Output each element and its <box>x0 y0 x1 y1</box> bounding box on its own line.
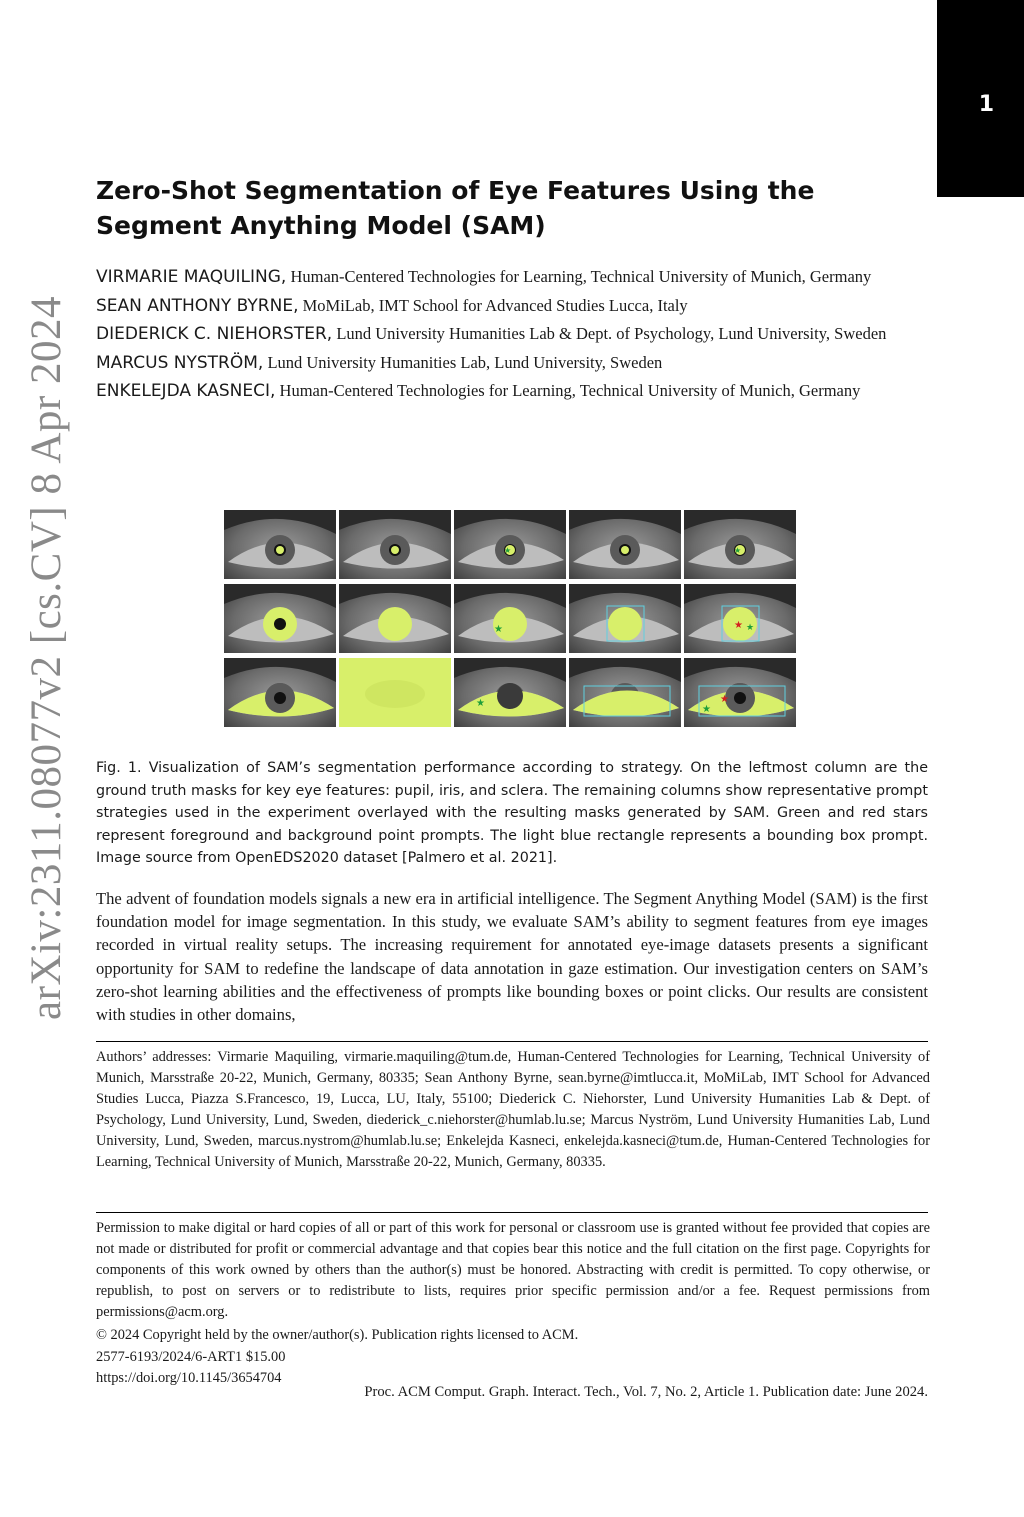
svg-text:★: ★ <box>476 698 485 709</box>
svg-text:★: ★ <box>734 620 743 631</box>
svg-text:★: ★ <box>720 694 729 705</box>
eye-panel <box>339 584 451 653</box>
page-number: 1 <box>978 92 994 117</box>
eye-panel <box>569 584 681 653</box>
eye-panel <box>684 510 796 579</box>
eye-panel <box>569 510 681 579</box>
copyright-line: © 2024 Copyright held by the owner/author(s). Publication rights licensed to ACM. <box>96 1327 579 1343</box>
svg-text:★: ★ <box>702 704 711 715</box>
svg-text:★: ★ <box>494 624 503 635</box>
eye-panel <box>454 584 566 653</box>
permission-divider <box>96 1212 928 1213</box>
eye-panel <box>224 510 336 579</box>
svg-text:★: ★ <box>504 546 512 555</box>
author-affiliation: Lund University Humanities Lab & Dept. of Psychology, Lund University, Sweden <box>336 324 887 343</box>
author-affiliation: Human-Centered Technologies for Learning, Technical University of Munich, Germany <box>290 267 872 286</box>
eye-panel <box>569 658 681 727</box>
eye-panel <box>684 584 796 653</box>
doi-link[interactable]: https://doi.org/10.1145/3654704 <box>96 1370 282 1386</box>
author-entry <box>96 320 936 349</box>
author-list <box>96 263 936 406</box>
author-affiliation: MoMiLab, IMT School for Advanced Studies Lucca, Italy <box>302 295 688 315</box>
author-affiliation: Lund University Humanities Lab, Lund University, Sweden <box>267 352 663 372</box>
eye-panel <box>454 510 566 579</box>
footnote-divider <box>96 1041 928 1042</box>
svg-text:★: ★ <box>746 622 755 632</box>
eye-panel <box>339 658 451 727</box>
svg-text:★: ★ <box>734 546 742 555</box>
eye-image-grid <box>224 510 797 727</box>
author-name: VIRMARIE MAQUILING, <box>96 267 287 287</box>
author-entry <box>96 292 936 321</box>
issn-line: 2577-6193/2024/6-ART1 $15.00 <box>96 1348 286 1365</box>
author-name: DIEDERICK C. NIEHORSTER, <box>96 324 333 344</box>
figure-eye-segmentation <box>224 510 797 727</box>
author-name: ENKELEJDA KASNECI, <box>96 381 276 401</box>
publication-meta <box>96 1325 578 1390</box>
arxiv-stamp: arXiv:2311.08077v2 [cs.CV] 8 Apr 2024 <box>23 296 70 1020</box>
eye-panel <box>339 510 451 579</box>
paper-title: Zero-Shot Segmentation of Eye Features Using the Segment Anything Model (SAM) <box>96 176 815 240</box>
page-number-badge <box>937 0 1024 197</box>
author-name: SEAN ANTHONY BYRNE, <box>96 295 299 316</box>
figure-caption: Fig. 1. Visualization of SAM’s segmentation performance according to strategy. On the leftmost column are the ground truth masks for key eye features: pupil, iris, and sclera. The remaining columns show representative prompt strategies used in the experiment overlayed with the resulting masks generated by SAM. Green and red stars represent foreground and background point prompts. The light blue rectangle represents a bounding box prompt. Image source from OpenEDS2020 dataset [Palmero et al. 2021]. <box>96 760 928 866</box>
authors-addresses: Authors’ addresses: Virmarie Maquiling, virmarie.maquiling@tum.de, Human-Centered Technologies for Learning, Technical University of Munich, Marsstraße 20-22, Munich, Germany, 80335; Sean Anthony Byrne, sean.byrne@imtlucca.it, MoMiLab, IMT School for Advanced Studies Lucca, Piazza S.Francesco, 19, Lucca, LU, Italy, 55100; Diederick C. Niehorster, Lund University Humanities Lab & Dept. of Psychology, Lund University, Lund, Sweden, diederick_c.niehorster@humlab.lu.se; Marcus Nyström, Lund University Humanities Lab, Lund University, Lund, Sweden, marcus.nystrom@humlab.lu.se; Enkelejda Kasneci, enkelejda.kasneci@tum.de, Human-Centered Technologies for Learning, Technical University of Munich, Marsstraße 20-22, Munich, Germany, 80335. <box>96 1049 930 1170</box>
author-name: MARCUS NYSTRÖM, <box>96 352 264 373</box>
permission-notice: Permission to make digital or hard copies of all or part of this work for personal or classroom use is granted without fee provided that copies are not made or distributed for profit or commercial advantage and that copies bear this notice and the full citation on the first page. Copyrights for components of this work owned by others than the author(s) must be honored. Abstracting with credit is permitted. To copy otherwise, or republish, to post on servers or to redistribute to lists, requires prior specific permission and/or a fee. Request permissions from permissions@acm.org. <box>96 1220 930 1320</box>
author-entry <box>96 349 936 378</box>
page-footer: Proc. ACM Comput. Graph. Interact. Tech., Vol. 7, No. 2, Article 1. Publication date: June 2024. <box>364 1384 928 1400</box>
eye-panel <box>684 658 796 727</box>
author-entry <box>96 377 936 406</box>
abstract-text: The advent of foundation models signals a new era in artificial intelligence. The Segment Anything Model (SAM) is the first foundation model for image segmentation. In this study, we evaluate SAM’s ability to segment features from eye images recorded in virtual reality setups. The increasing requirement for annotated eye-image datasets presents a significant opportunity for SAM to redefine the landscape of data annotation in gaze estimation. Our investigation centers on SAM’s zero-shot learning abilities and the effectiveness of prompts like bounding boxes or point clicks. Our results are consistent with studies in other domains, <box>96 889 928 1025</box>
eye-panel <box>224 584 336 653</box>
eye-panel <box>224 658 336 727</box>
author-entry <box>96 263 936 292</box>
author-affiliation: Human-Centered Technologies for Learning, Technical University of Munich, Germany <box>279 381 861 400</box>
eye-panel <box>454 658 566 727</box>
